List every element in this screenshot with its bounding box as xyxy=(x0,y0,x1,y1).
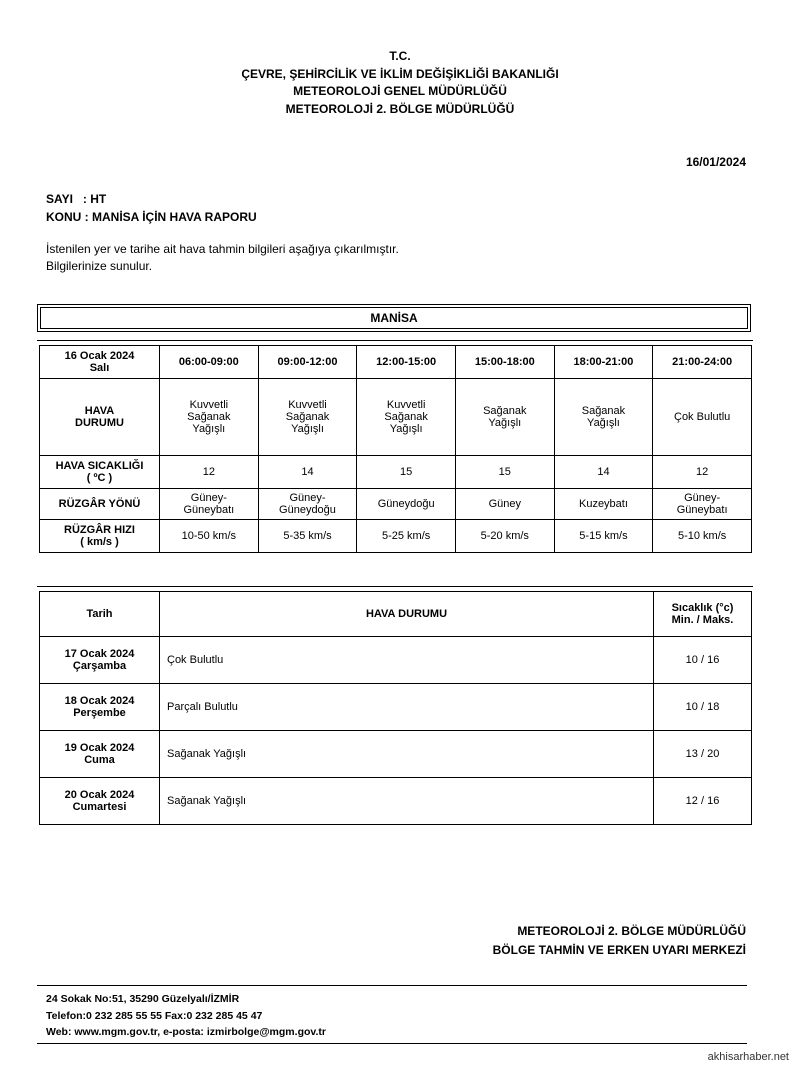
condition-cell xyxy=(160,379,259,456)
forecast-temperature: 13 / 20 xyxy=(654,731,752,778)
condition-line: Yağışlı xyxy=(587,417,620,429)
conditions-label-line: HAVA xyxy=(84,405,115,417)
period-header: 18:00-21:00 xyxy=(554,346,653,379)
condition-line: Yağışlı xyxy=(291,423,324,435)
condition-line: Sağanak xyxy=(581,405,626,417)
document-meta xyxy=(46,190,257,226)
forecast-condition: Sağanak Yağışlı xyxy=(160,778,654,825)
phone-fax: Telefon:0 232 285 55 55 Fax:0 232 285 45 47 xyxy=(46,1009,263,1022)
forecast-day: Cuma xyxy=(84,754,115,766)
condition-line: Kuvvetli xyxy=(386,399,426,411)
condition-line: Yağışlı xyxy=(389,423,423,435)
wind-direction-cell xyxy=(258,489,357,520)
forecast-temperature: 10 / 16 xyxy=(654,637,752,684)
condition-cell xyxy=(554,379,653,456)
forecast-date-cell xyxy=(40,778,160,825)
wind-direction-cell xyxy=(160,489,259,520)
table-row xyxy=(40,637,752,684)
wind-direction-cell xyxy=(653,489,752,520)
letterhead-line-region: METEOROLOJİ 2. BÖLGE MÜDÜRLÜĞÜ xyxy=(285,101,515,116)
divider-top xyxy=(37,340,753,341)
wind-direction-line: Güneybatı xyxy=(676,504,728,516)
today-day: Salı xyxy=(89,362,110,374)
wind-direction-label: RÜZGÂR YÖNÜ xyxy=(40,489,160,520)
temperature-label-line: HAVA SICAKLIĞI xyxy=(55,460,144,472)
today-header-row xyxy=(40,346,752,379)
web-email: Web: www.mgm.gov.tr, e-posta: izmirbolge@mgm.gov.tr xyxy=(46,1026,326,1038)
wind-speed-label xyxy=(40,520,160,553)
forecast-date-cell xyxy=(40,637,160,684)
table-row xyxy=(40,684,752,731)
wind-direction-line: Kuzeybatı xyxy=(578,498,628,510)
table-row xyxy=(40,731,752,778)
temperature-cell: 12 xyxy=(653,456,752,489)
forecast-date-cell xyxy=(40,731,160,778)
divider-footer xyxy=(37,985,747,986)
forecast-temperature: 10 / 18 xyxy=(654,684,752,731)
forecast-condition: Sağanak Yağışlı xyxy=(160,731,654,778)
forecast-temperature: 12 / 16 xyxy=(654,778,752,825)
forecast-condition: Çok Bulutlu xyxy=(160,637,654,684)
conditions-label xyxy=(40,379,160,456)
conditions-row xyxy=(40,379,752,456)
condition-line: Yağışlı xyxy=(488,417,522,429)
col-header-conditions: HAVA DURUMU xyxy=(160,592,654,637)
condition-line: Sağanak xyxy=(483,405,527,417)
condition-line: Yağışlı xyxy=(192,423,226,435)
today-date: 16 Ocak 2024 xyxy=(64,350,135,362)
condition-line: Kuvvetli xyxy=(189,399,229,411)
forecast-date: 17 Ocak 2024 xyxy=(64,648,135,660)
condition-line: Sağanak xyxy=(384,411,428,423)
wind-direction-line: Güney- xyxy=(684,492,721,504)
document-subject: KONU : MANİSA İÇİN HAVA RAPORU xyxy=(46,210,257,224)
wind-speed-label-line: RÜZGÂR HIZI xyxy=(64,524,135,536)
col-header-temperature xyxy=(654,592,752,637)
wind-speed-cell: 5-35 km/s xyxy=(258,520,357,553)
contact-info xyxy=(46,991,326,1041)
forecast-day: Çarşamba xyxy=(72,660,127,672)
col-header-date: Tarih xyxy=(40,592,160,637)
wind-direction-line: Güney- xyxy=(190,492,227,504)
condition-cell xyxy=(357,379,456,456)
condition-line: Sağanak xyxy=(285,411,330,423)
wind-speed-row xyxy=(40,520,752,553)
table-row xyxy=(40,778,752,825)
document-number: SAYI : HT xyxy=(46,192,107,206)
forecast-date-cell xyxy=(40,684,160,731)
footer-org-line-1: METEOROLOJİ 2. BÖLGE MÜDÜRLÜĞÜ xyxy=(517,924,746,938)
conditions-label-line: DURUMU xyxy=(75,417,124,429)
wind-speed-cell: 5-25 km/s xyxy=(357,520,456,553)
wind-direction-cell xyxy=(554,489,653,520)
temperature-cell: 15 xyxy=(357,456,456,489)
wind-speed-cell: 10-50 km/s xyxy=(160,520,259,553)
temperature-row xyxy=(40,456,752,489)
period-header: 12:00-15:00 xyxy=(357,346,456,379)
forecast-day: Perşembe xyxy=(73,707,126,719)
col-header-temperature-line: Sıcaklık (°c) xyxy=(671,602,734,614)
wind-direction-line: Güneydoğu xyxy=(279,504,336,516)
forecast-date: 18 Ocak 2024 xyxy=(64,695,135,707)
wind-speed-cell: 5-20 km/s xyxy=(455,520,554,553)
condition-cell xyxy=(455,379,554,456)
temperature-label xyxy=(40,456,160,489)
footer-organization xyxy=(493,922,746,960)
divider-middle xyxy=(37,586,753,587)
letterhead-line-directorate: METEOROLOJİ GENEL MÜDÜRLÜĞÜ xyxy=(293,84,507,98)
watermark: akhisarhaber.net xyxy=(707,1051,789,1063)
intro-text xyxy=(46,241,399,275)
footer-org-line-2: BÖLGE TAHMİN VE ERKEN UYARI MERKEZİ xyxy=(492,943,746,957)
letterhead-line-ministry: ÇEVRE, ŞEHİRCİLİK VE İKLİM DEĞİŞİKLİĞİ BAKANLIĞI xyxy=(241,66,559,81)
wind-speed-cell: 5-15 km/s xyxy=(554,520,653,553)
condition-cell xyxy=(653,379,752,456)
forecast-condition: Parçalı Bulutlu xyxy=(160,684,654,731)
city-title-box xyxy=(37,304,751,332)
letterhead-line-tc: T.C. xyxy=(389,49,411,63)
today-date-cell xyxy=(40,346,160,379)
temperature-cell: 12 xyxy=(160,456,259,489)
letterhead xyxy=(0,48,800,118)
extended-forecast-table xyxy=(39,591,752,825)
document-date: 16/01/2024 xyxy=(685,155,746,169)
wind-direction-cell xyxy=(357,489,456,520)
intro-line-1: İstenilen yer ve tarihe ait hava tahmin bilgileri aşağıya çıkarılmıştır. xyxy=(46,242,399,256)
temperature-cell: 14 xyxy=(258,456,357,489)
condition-line: Çok Bulutlu xyxy=(674,411,731,423)
condition-cell xyxy=(258,379,357,456)
wind-direction-line: Güney- xyxy=(289,492,326,504)
today-forecast-table xyxy=(39,345,752,553)
condition-line: Sağanak xyxy=(187,411,231,423)
city-title: MANİSA xyxy=(40,307,748,329)
period-header: 15:00-18:00 xyxy=(455,346,554,379)
wind-direction-line: Güney xyxy=(488,498,521,510)
col-header-temperature-line: Min. / Maks. xyxy=(671,614,734,626)
wind-speed-cell: 5-10 km/s xyxy=(653,520,752,553)
wind-direction-line: Güneybatı xyxy=(183,504,235,516)
address: 24 Sokak No:51, 35290 Güzelyalı/İZMİR xyxy=(46,993,240,1005)
temperature-cell: 14 xyxy=(554,456,653,489)
forecast-day: Cumartesi xyxy=(72,801,127,813)
extended-header-row xyxy=(40,592,752,637)
period-header: 09:00-12:00 xyxy=(258,346,357,379)
period-header: 21:00-24:00 xyxy=(653,346,752,379)
condition-line: Kuvvetli xyxy=(288,399,327,411)
forecast-date: 19 Ocak 2024 xyxy=(64,742,135,754)
temperature-label-line: ( ºC ) xyxy=(86,472,113,484)
wind-direction-cell xyxy=(455,489,554,520)
intro-line-2: Bilgilerinize sunulur. xyxy=(46,259,153,273)
period-header: 06:00-09:00 xyxy=(160,346,259,379)
wind-speed-label-line: ( km/s ) xyxy=(80,536,119,548)
temperature-cell: 15 xyxy=(455,456,554,489)
divider-bottom xyxy=(37,1043,747,1044)
wind-direction-line: Güneydoğu xyxy=(377,498,435,510)
wind-direction-row xyxy=(40,489,752,520)
forecast-date: 20 Ocak 2024 xyxy=(64,789,135,801)
